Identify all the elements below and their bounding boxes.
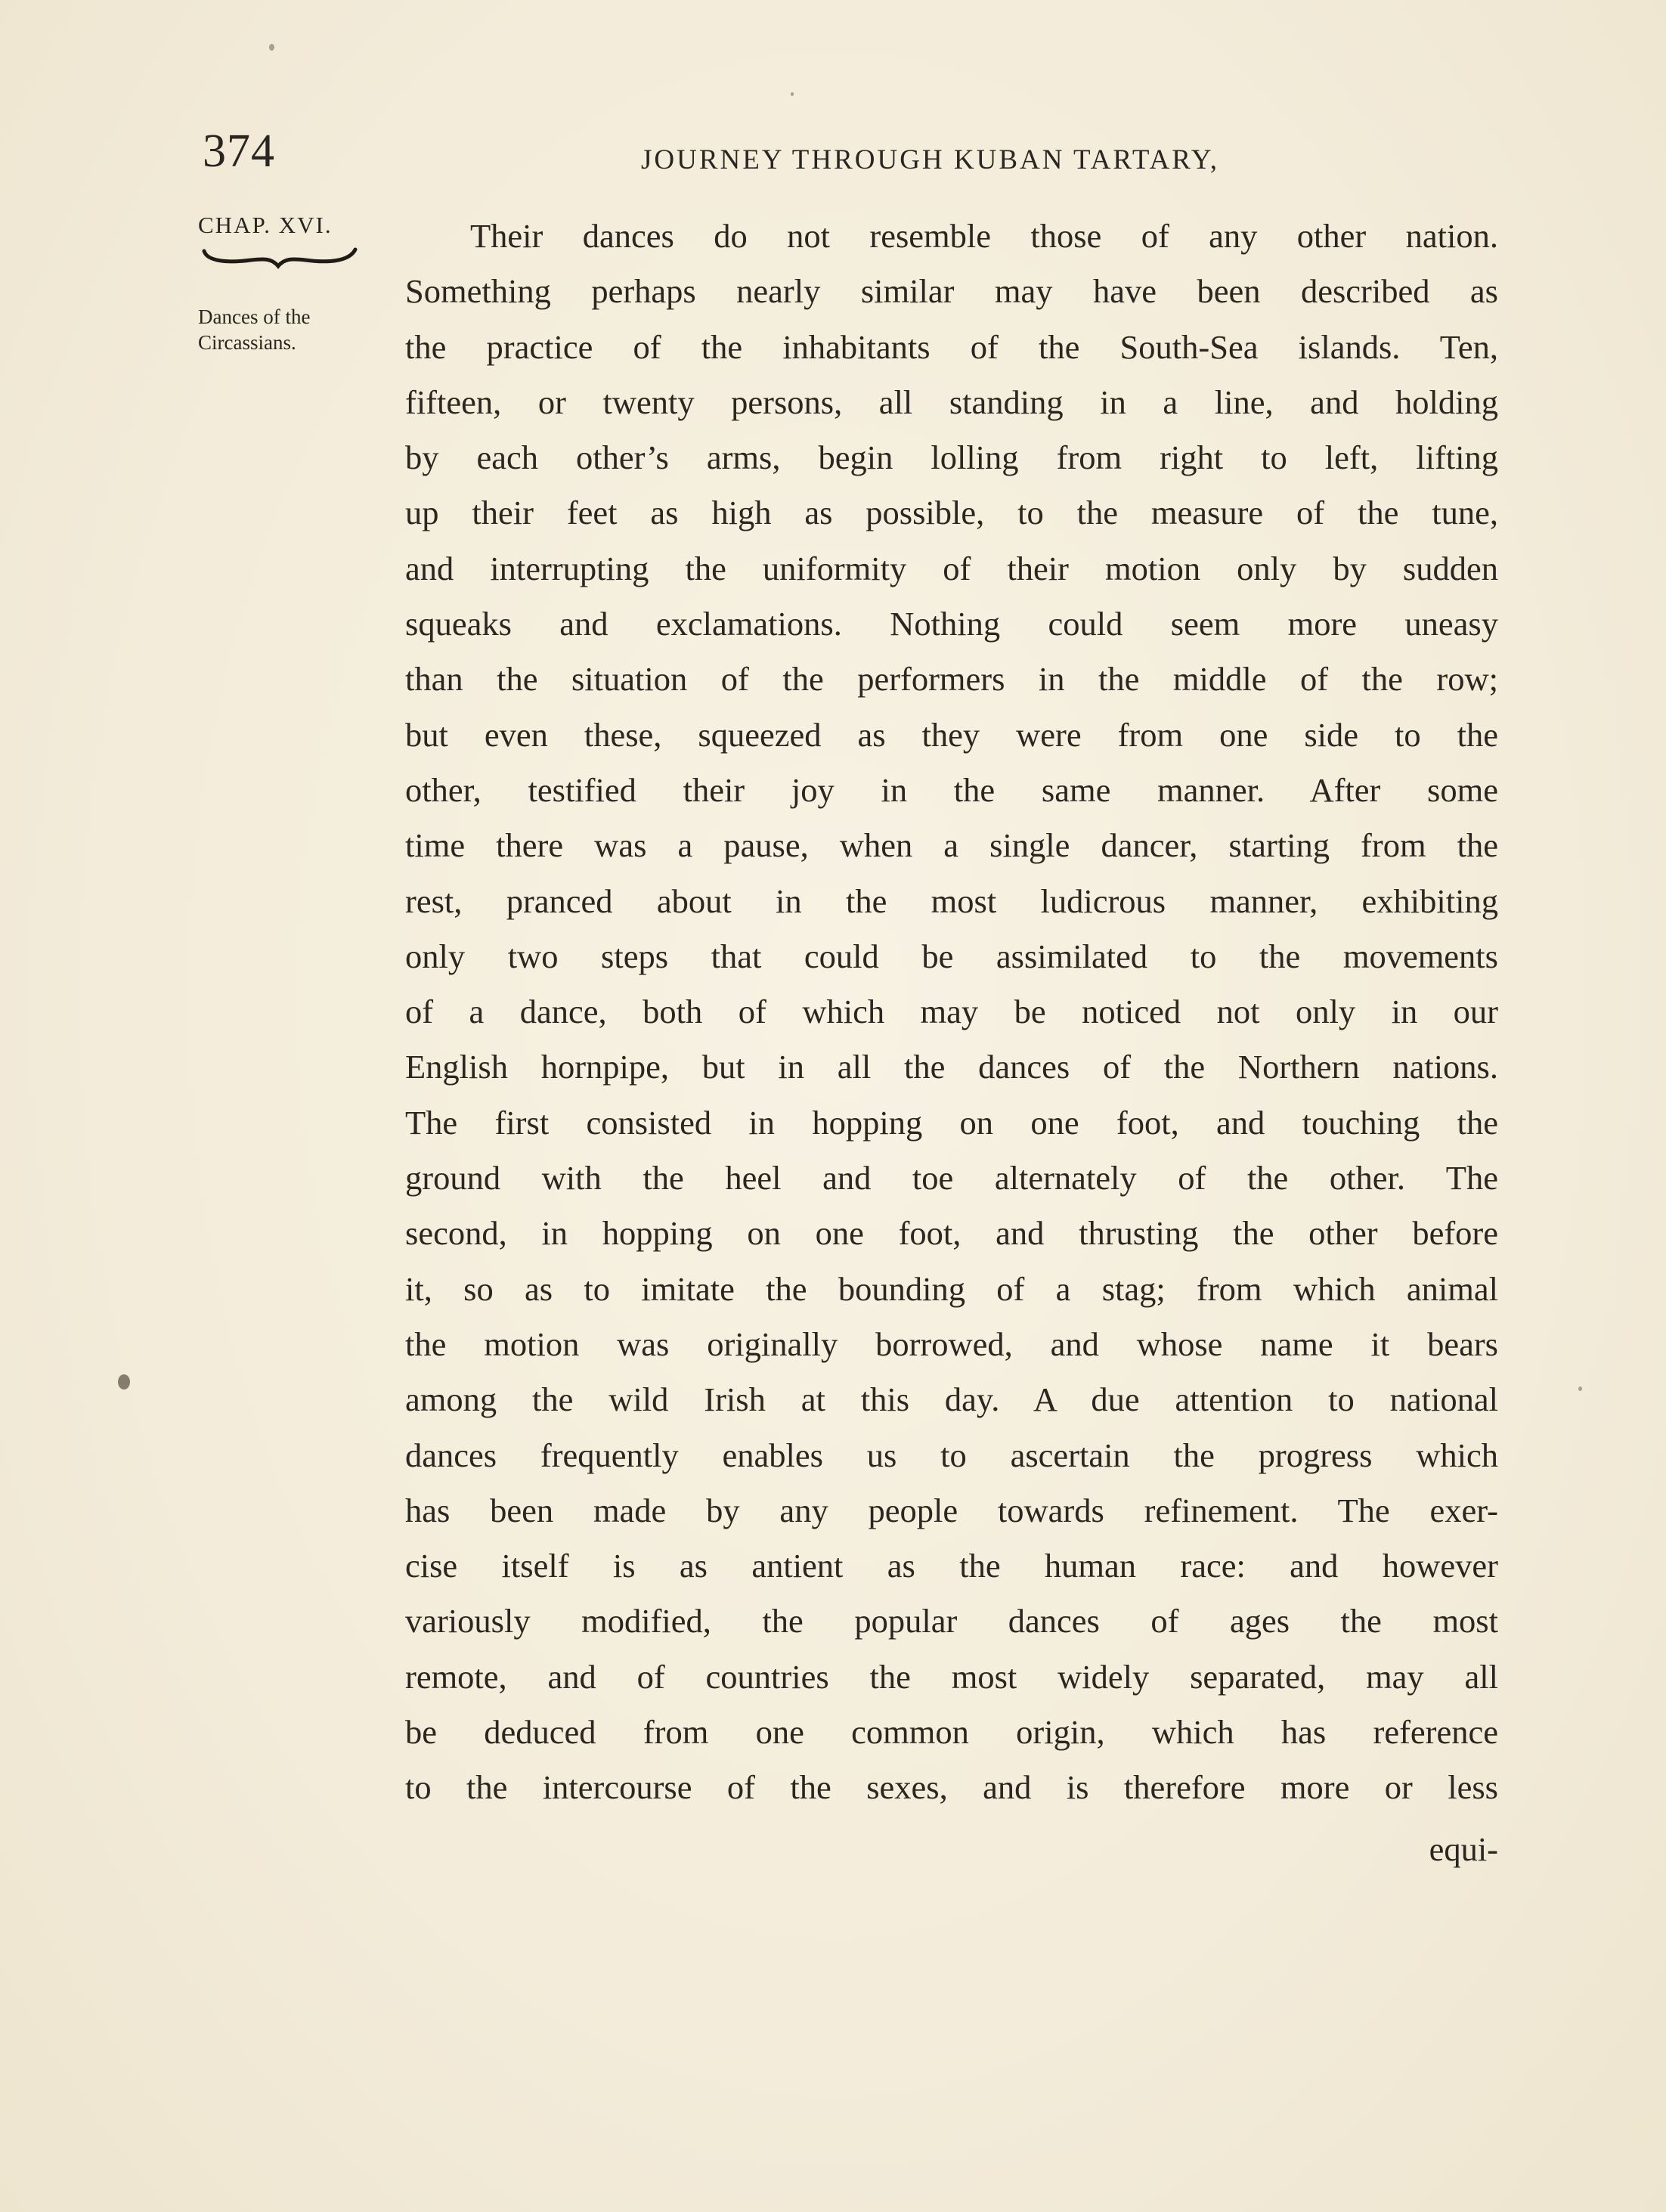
text-line: dances frequently enables us to ascertain the progress which	[405, 1436, 1498, 1474]
text-line: it, so as to imitate the bounding of a stag; from which animal	[405, 1269, 1498, 1308]
text-line: has been made by any people towards refinement. The exer-	[405, 1491, 1498, 1529]
text-line: be deduced from one common origin, which has reference	[405, 1713, 1498, 1752]
text-line: remote, and of countries the most widely separated, may all	[405, 1657, 1498, 1696]
chapter-label: CHAP. XVI.	[198, 212, 333, 238]
text-line: ground with the heel and toe alternately of the other. The	[405, 1159, 1498, 1197]
page-number: 374	[203, 125, 275, 177]
margin-column	[198, 212, 372, 355]
text-line: cise itself is as antient as the human race: and however	[405, 1547, 1498, 1585]
side-note-line: Circassians.	[198, 331, 296, 354]
text-line: than the situation of the performers in the middle of the row;	[405, 660, 1498, 699]
text-line: the practice of the inhabitants of the South-Sea islands. Ten,	[405, 327, 1498, 366]
text-line: Their dances do not resemble those of any other nation.	[470, 217, 1498, 255]
running-head: JOURNEY THROUGH KUBAN TARTARY,	[641, 144, 1220, 175]
brace-ornament-icon	[198, 243, 364, 274]
paper-speck	[791, 92, 794, 96]
text-line: other, testified their joy in the same manner. After some	[405, 770, 1498, 809]
text-line: fifteen, or twenty persons, all standing in a line, and holding	[405, 383, 1498, 421]
paper-speck	[1578, 1386, 1582, 1391]
text-line: but even these, squeezed as they were from one side to the	[405, 715, 1498, 754]
text-line: rest, pranced about in the most ludicrous manner, exhibiting	[405, 881, 1498, 920]
text-line: and interrupting the uniformity of their motion only by sudden	[405, 549, 1498, 587]
body-text	[405, 209, 1498, 1877]
side-note	[198, 304, 372, 355]
catchword: equi-	[1429, 1829, 1498, 1868]
text-line: by each other’s arms, begin lolling from right to left, lifting	[405, 438, 1498, 477]
text-line: among the wild Irish at this day. A due attention to national	[405, 1380, 1498, 1419]
side-note-line: Dances of the	[198, 305, 311, 328]
text-line: second, in hopping on one foot, and thrusting the other before	[405, 1214, 1498, 1253]
text-line: only two steps that could be assimilated to the movements	[405, 937, 1498, 975]
paper-speck	[118, 1374, 130, 1389]
text-line: to the intercourse of the sexes, and is therefore more or less	[405, 1768, 1498, 1807]
text-line: time there was a pause, when a single dancer, starting from the	[405, 826, 1498, 865]
text-line: English hornpipe, but in all the dances of the Northern nations.	[405, 1048, 1498, 1086]
text-line: the motion was originally borrowed, and whose name it bears	[405, 1324, 1498, 1363]
text-line: up their feet as high as possible, to the measure of the tune,	[405, 494, 1498, 532]
text-line: The first consisted in hopping on one foot, and touching the	[405, 1103, 1498, 1142]
text-line: variously modified, the popular dances of ages the most	[405, 1602, 1498, 1640]
paper-speck	[269, 44, 274, 51]
text-line: of a dance, both of which may be noticed not only in our	[405, 993, 1498, 1031]
text-line: squeaks and exclamations. Nothing could seem more uneasy	[405, 605, 1498, 643]
text-line: Something perhaps nearly similar may have been described as	[405, 272, 1498, 311]
